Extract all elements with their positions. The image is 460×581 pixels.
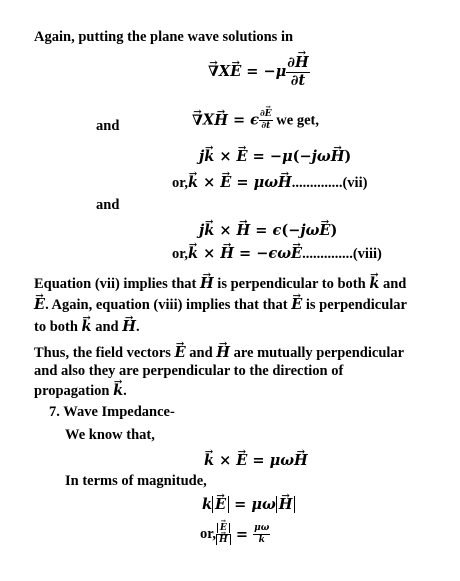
- paragraph-2-line-2: and also they are perpendicular to the direction of: [34, 363, 344, 379]
- equation-jk-cross-e: j→ k × → E = −μ(−jω→ H): [199, 148, 351, 165]
- equation-viii: or,→ k × → H = −ϵω→ E..............(viii): [172, 245, 382, 263]
- know-text: We know that,: [65, 427, 155, 443]
- equation-jk-cross-h: j→ k × → H = ϵ(−jω→ E): [199, 222, 337, 239]
- paragraph-2-line-3: propagation → k.: [34, 382, 127, 400]
- intro-text: Again, putting the plane wave solutions in: [34, 29, 294, 45]
- and-label-1: and: [96, 118, 120, 134]
- equation-curl-h: → ∇X→ H = ϵ $\frac{\partial\to E}{\partial t}$ we get,: [192, 110, 319, 131]
- equation-vii: or,→ k × → E = μω→ H..............(vii): [172, 174, 367, 192]
- and-label-2: and: [96, 197, 120, 213]
- paragraph-2-line-1: Thus, the field vectors → E and → H are mutually perpendicular: [34, 344, 404, 362]
- equation-magnitude: k→ E = μω→ H: [202, 496, 295, 513]
- paragraph-1-line-2: → E. Again, equation (viii) implies that that → E is perpendicular: [34, 296, 407, 314]
- equation-k-cross-e: → k × → E = μω→ H: [204, 452, 308, 469]
- equation-ratio: or, → E → H = $\frac{\mu\omega}{k}$: [200, 524, 270, 545]
- equation-curl-e: → ∇X→ E = −μ $\frac{\partial\to H}{\partial t}$: [208, 56, 310, 88]
- paragraph-1-line-1: Equation (vii) implies that → H is perpendicular to both → k and: [34, 275, 406, 293]
- section-title: 7. Wave Impedance-: [49, 404, 175, 420]
- paragraph-1-line-3: to both → k and → H.: [34, 318, 140, 336]
- magnitude-text: In terms of magnitude,: [65, 473, 207, 489]
